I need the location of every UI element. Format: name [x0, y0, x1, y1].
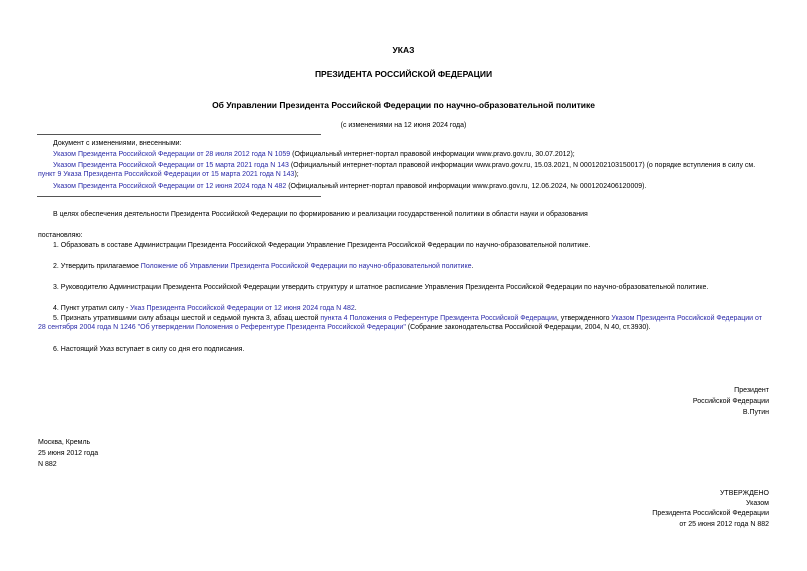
change-item-3 [53, 182, 646, 191]
approval-date: от 25 июня 2012 года N 882 [679, 521, 769, 528]
change-link-2b[interactable]: пункт 9 Указа Президента Российской Федерации от 15 марта 2021 года N 143 [38, 171, 295, 178]
change-link-2[interactable]: Указом Президента Российской Федерации от 15 марта 2021 года N 143 [53, 162, 289, 169]
change-item-1 [53, 150, 575, 159]
place-number: N 882 [38, 461, 57, 468]
paragraph-5: 5. Признать утратившими силу абзацы шестой и седьмой пункта 3, абзац шестой пункта 4 Положения о Референтуре Президента Российской Федерации, утвержденного Указом Президента Российской Федерации от 28 сентября 2004 года N 1246 "Об утверждении Положения о Референтуре Президента Российской Федерации" (Собрание законодательства Российской Федерации, 2004, N 40, ст.3930). [38, 315, 762, 331]
header-president: ПРЕЗИДЕНТА РОССИЙСКОЙ ФЕДЕРАЦИИ [314, 69, 493, 79]
approval-label: УТВЕРЖДЕНО [719, 490, 769, 497]
referentura-link[interactable]: пункта 4 Положения о Референтуре Президента Российской Федерации [320, 315, 557, 322]
changes-intro: Документ с изменениями, внесенными: [53, 140, 182, 147]
change-text-2b: ); [294, 171, 299, 178]
signature-name: В.Путин [742, 409, 769, 416]
revision-note: (с изменениями на 12 июня 2024 года) [340, 122, 467, 129]
place-city: Москва, Кремль [38, 439, 91, 446]
approval-president: Президента Российской Федерации [652, 510, 769, 517]
paragraph-3: 3. Руководителю Администрации Президента Российской Федерации утвердить структуру и штатное расписание Управления Президента Российской Федерации по научно-образовательной политике. [53, 284, 709, 291]
change-text-2: (Официальный интернет-портал правовой информации www.pravo.gov.ru, 15.03.2021, N 0001202103150017) (о порядке вступления в силу см. [288, 162, 756, 169]
change-text-1: (Официальный интернет-портал правовой информации www.pravo.gov.ru, 30.07.2012); [290, 151, 575, 158]
signature-title: Президент [734, 387, 769, 394]
paragraph-1: 1. Образовать в составе Администрации Президента Российской Федерации Управление Президента Российской Федерации по научно-образовательной политике. [53, 242, 591, 249]
repeal-link[interactable]: Указ Президента Российской Федерации от 12 июня 2024 года N 482 [130, 305, 355, 312]
decree-1246-link[interactable]: Указом Президента Российской Федерации от 28 сентября 2004 года N 1246 "Об утверждении Положения о Референтуре Президента Российской Федерации" [38, 315, 762, 331]
divider-bottom [37, 196, 321, 197]
preamble: В целях обеспечения деятельности Президента Российской Федерации по формированию и реализации государственной политики в области науки и образования [53, 211, 588, 218]
paragraph-4: 4. Пункт утратил силу - Указ Президента Российской Федерации от 12 июня 2024 года N 482. [53, 305, 357, 312]
signature-country: Российской Федерации [692, 398, 769, 405]
change-item-2 [38, 161, 769, 179]
decree-word: постановляю: [38, 232, 83, 239]
regulation-link[interactable]: Положение об Управлении Президента Российской Федерации по научно-образовательной политике [140, 263, 472, 270]
paragraph-6: 6. Настоящий Указ вступает в силу со дня его подписания. [53, 346, 245, 353]
approval-decree: Указом [746, 500, 769, 507]
change-link-1[interactable]: Указом Президента Российской Федерации от 28 июля 2012 года N 1059 [53, 151, 291, 158]
place-date: 25 июня 2012 года [38, 450, 99, 457]
paragraph-2: 2. Утвердить прилагаемое Положение об Управлении Президента Российской Федерации по научно-образовательной политике. [53, 263, 474, 270]
divider-top [37, 134, 321, 135]
change-text-3: (Официальный интернет-портал правовой информации www.pravo.gov.ru, 12.06.2024, № 0001202406120009). [286, 183, 647, 190]
document-title: Об Управлении Президента Российской Федерации по научно-образовательной политике [212, 100, 595, 110]
change-link-3[interactable]: Указом Президента Российской Федерации от 12 июня 2024 года N 482 [53, 183, 287, 190]
header-ukaz: УКАЗ [392, 45, 415, 55]
